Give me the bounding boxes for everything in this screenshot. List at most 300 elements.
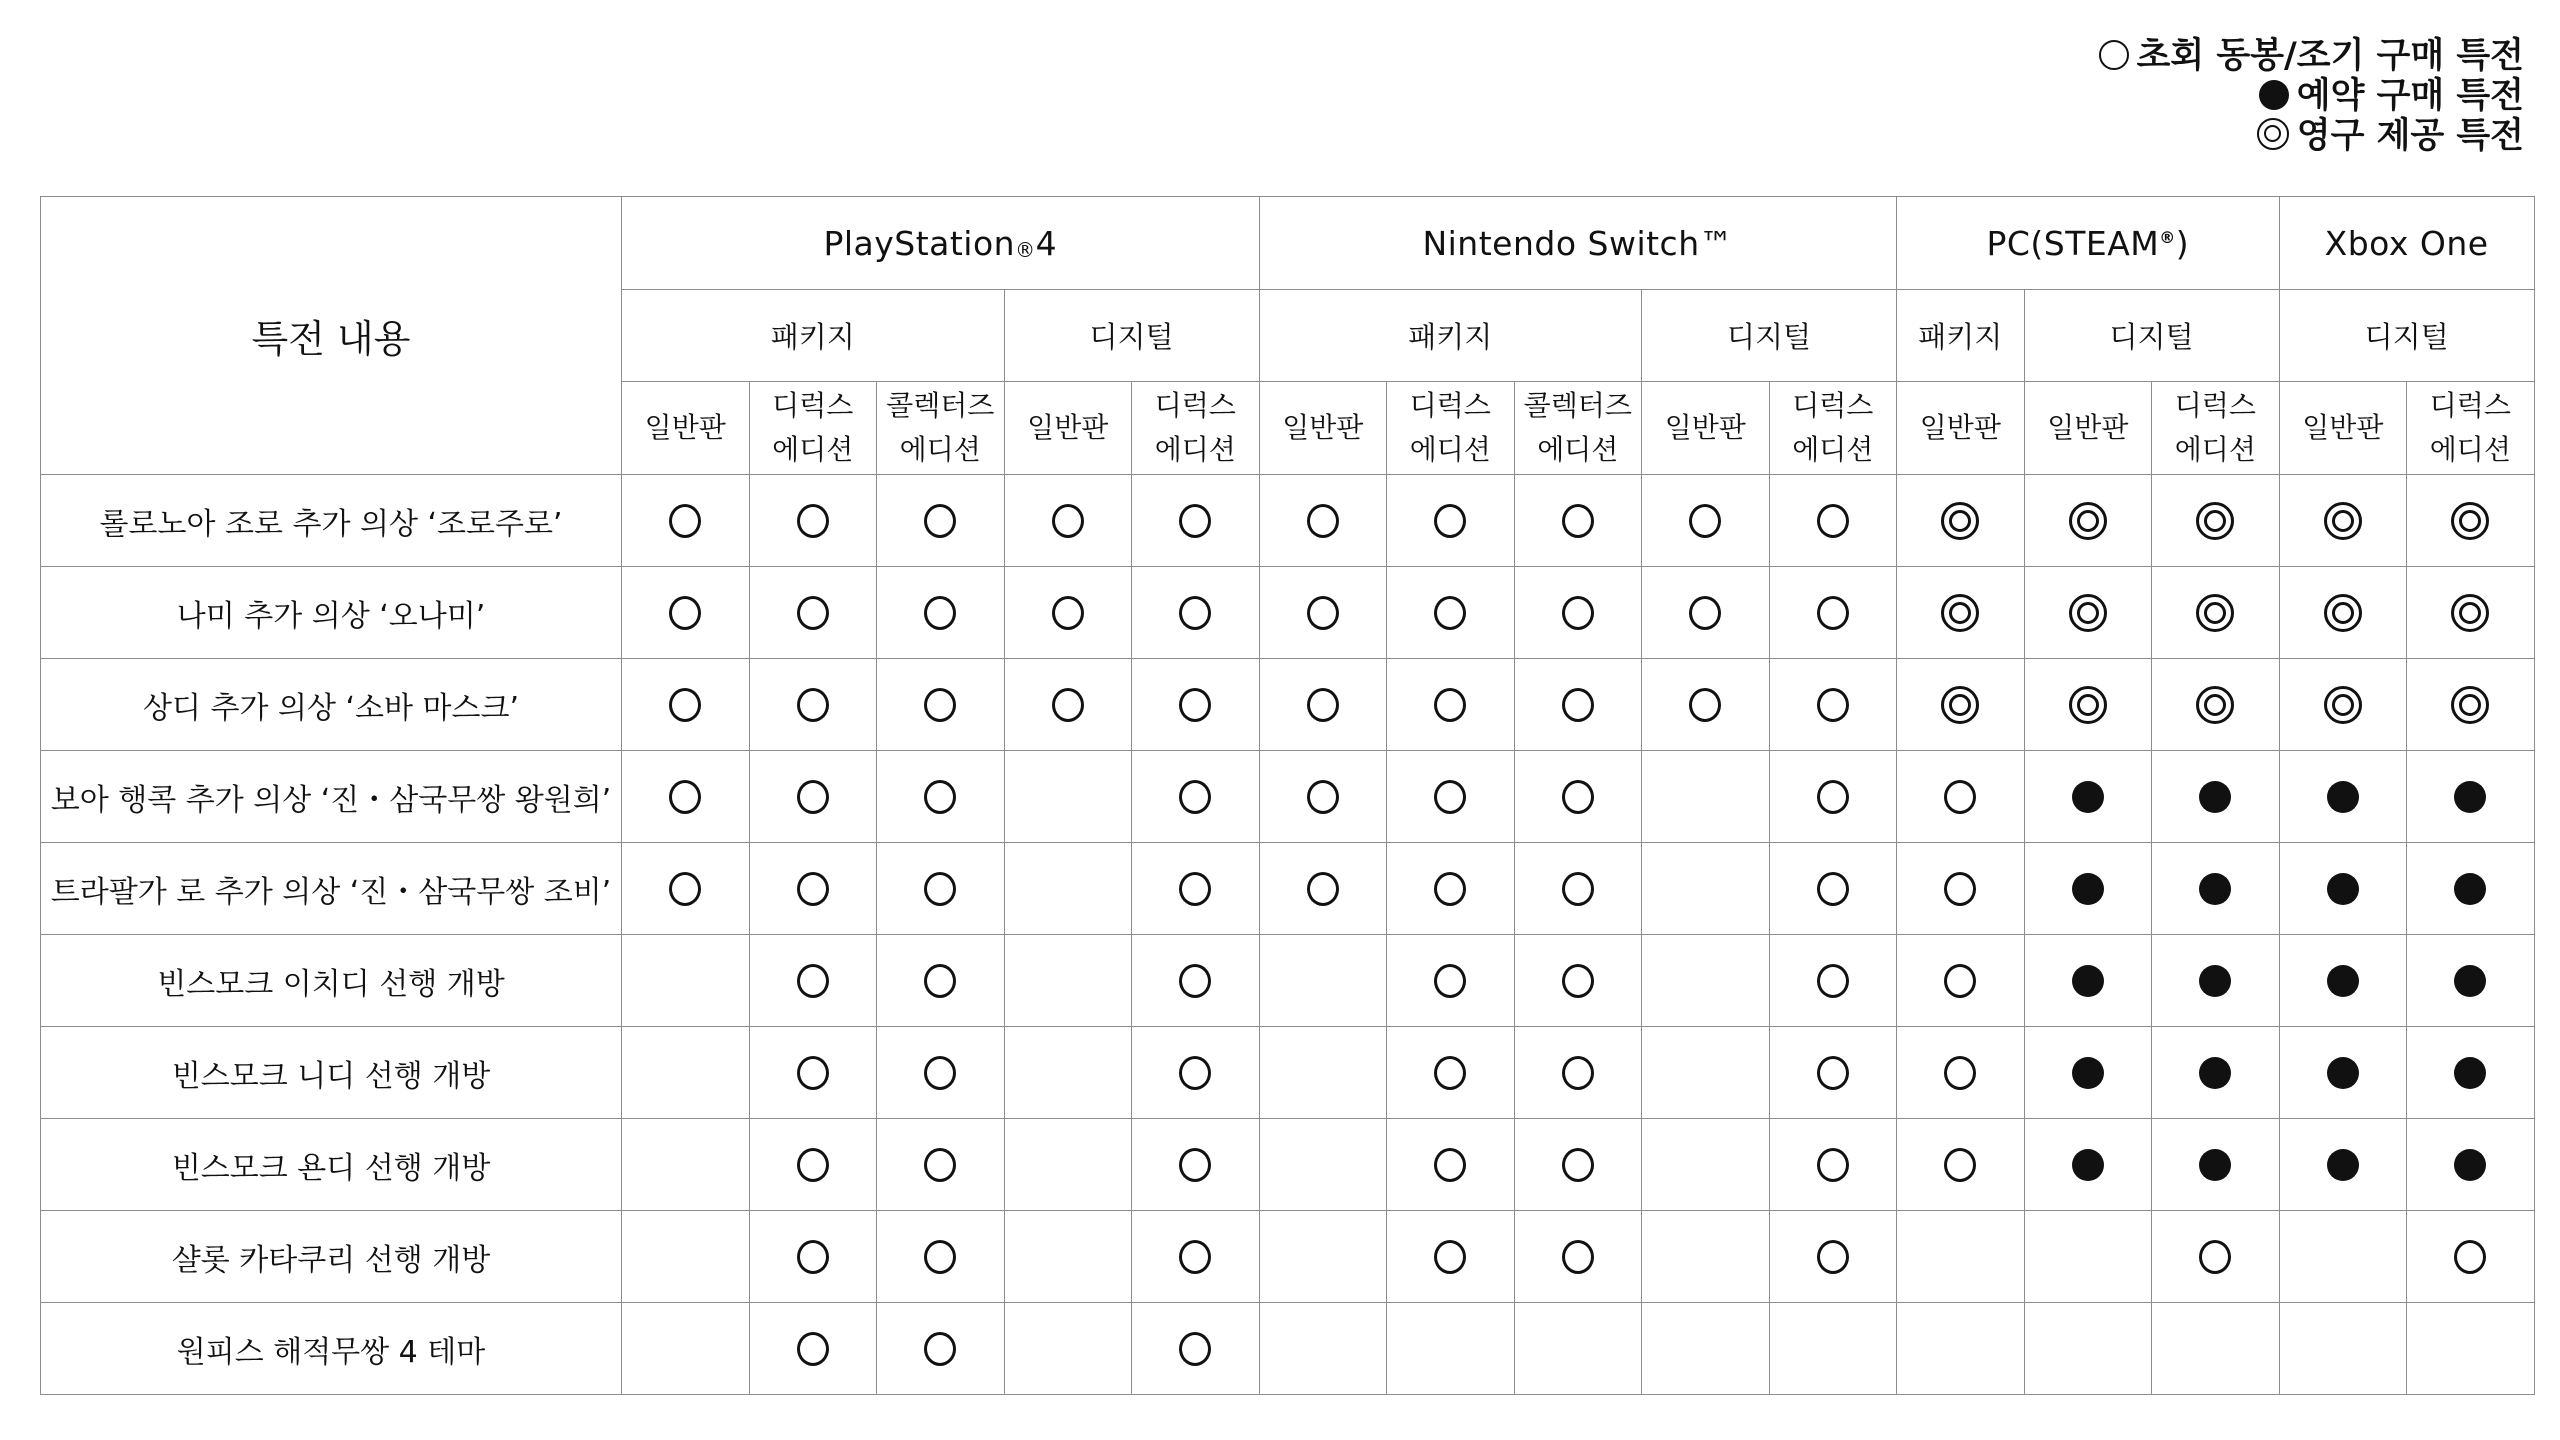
- mark-cell: [877, 1303, 1005, 1395]
- circle-outline-icon: [1562, 1056, 1594, 1090]
- mark-cell: [2279, 567, 2407, 659]
- mark-cell: [1004, 1211, 1132, 1303]
- legend-label: 영구 제공 특전: [2296, 116, 2524, 156]
- mark-cell: [2279, 935, 2407, 1027]
- circle-filled-icon: [2072, 781, 2104, 813]
- circle-outline-icon: [1944, 872, 1976, 906]
- circle-filled-icon: [2454, 781, 2486, 813]
- group-ps4-package: 패키지: [622, 290, 1005, 382]
- circle-outline-icon: [1434, 688, 1466, 722]
- circle-outline-icon: [669, 872, 701, 906]
- circle-outline-icon: [1817, 1148, 1849, 1182]
- circle-outline-icon: [1179, 964, 1211, 998]
- platform-name: PlayStation: [823, 223, 1016, 263]
- group-xbox-digital: 디지털: [2279, 290, 2534, 382]
- circle-outline-icon: [1817, 504, 1849, 538]
- registered-mark: ®: [1015, 237, 1036, 262]
- circle-filled-icon: [2072, 1057, 2104, 1089]
- circle-outline-icon: [1434, 1148, 1466, 1182]
- mark-cell: [2279, 1027, 2407, 1119]
- double-circle-icon: [2069, 686, 2107, 724]
- mark-cell: [622, 751, 750, 843]
- mark-cell: [877, 659, 1005, 751]
- mark-cell: [1004, 1303, 1132, 1395]
- mark-cell: [1769, 751, 1897, 843]
- mark-cell: [1769, 1027, 1897, 1119]
- edition-label: 에디션: [2174, 433, 2256, 466]
- mark-cell: [749, 1303, 877, 1395]
- edition-label: 일반판: [1664, 411, 1746, 444]
- circle-outline-icon: [1562, 596, 1594, 630]
- double-circle-icon: [2324, 594, 2362, 632]
- mark-cell: [2152, 475, 2280, 567]
- mark-cell: [2407, 659, 2535, 751]
- edition-header-deluxe: [1769, 382, 1897, 475]
- mark-cell: [1897, 1303, 2025, 1395]
- circle-outline-icon: [1434, 504, 1466, 538]
- circle-outline-icon: [1307, 872, 1339, 906]
- circle-outline-icon: [1817, 780, 1849, 814]
- circle-outline-icon: [1689, 504, 1721, 538]
- circle-outline-icon: [1307, 504, 1339, 538]
- circle-outline-icon: [1179, 780, 1211, 814]
- legend-item-permanent: [2099, 116, 2524, 156]
- circle-outline-icon: [1052, 596, 1084, 630]
- table-row: [41, 475, 2535, 567]
- circle-outline-icon: [1434, 872, 1466, 906]
- mark-cell: [1004, 751, 1132, 843]
- mark-cell: [2279, 475, 2407, 567]
- mark-cell: [1259, 1211, 1387, 1303]
- mark-cell: [1514, 567, 1642, 659]
- double-circle-icon: [1941, 686, 1979, 724]
- mark-cell: [749, 935, 877, 1027]
- legend: [2099, 36, 2524, 156]
- circle-outline-icon: [2454, 1240, 2486, 1274]
- circle-outline-icon: [924, 964, 956, 998]
- circle-outline-icon: [1179, 872, 1211, 906]
- mark-cell: [2407, 1303, 2535, 1395]
- double-circle-icon: [2324, 686, 2362, 724]
- table-row: [41, 751, 2535, 843]
- edition-label: 일반판: [1919, 411, 2001, 444]
- edition-label: 에디션: [1154, 433, 1236, 466]
- edition-label: 에디션: [772, 433, 854, 466]
- circle-outline-icon: [1307, 596, 1339, 630]
- mark-cell: [1132, 475, 1260, 567]
- circle-outline-icon: [1944, 780, 1976, 814]
- circle-outline-icon: [1562, 1148, 1594, 1182]
- circle-filled-icon: [2454, 965, 2486, 997]
- mark-cell: [1642, 935, 1770, 1027]
- circle-filled-icon: [2072, 1149, 2104, 1181]
- circle-outline-icon: [1434, 1240, 1466, 1274]
- mark-cell: [1769, 1303, 1897, 1395]
- mark-cell: [1642, 659, 1770, 751]
- mark-cell: [1004, 475, 1132, 567]
- mark-cell: [622, 935, 750, 1027]
- edition-label: 디럭스: [1409, 389, 1491, 422]
- circle-outline-icon: [924, 780, 956, 814]
- mark-cell: [2152, 843, 2280, 935]
- mark-cell: [2407, 1211, 2535, 1303]
- circle-outline-icon: [924, 1332, 956, 1366]
- platform-xbox-header: [2279, 197, 2534, 290]
- circle-outline-icon: [1689, 596, 1721, 630]
- circle-outline-icon: [1944, 964, 1976, 998]
- mark-cell: [1642, 751, 1770, 843]
- mark-cell: [877, 1027, 1005, 1119]
- circle-outline-icon: [924, 1148, 956, 1182]
- mark-cell: [1514, 659, 1642, 751]
- circle-outline-icon: [1817, 872, 1849, 906]
- circle-outline-icon: [1179, 1332, 1211, 1366]
- mark-cell: [1769, 1211, 1897, 1303]
- edition-label: 디럭스: [1154, 389, 1236, 422]
- edition-header-standard: [1004, 382, 1132, 475]
- platform-name: PC(STEAM: [1986, 223, 2160, 263]
- double-circle-icon: [2196, 594, 2234, 632]
- mark-cell: [749, 1027, 877, 1119]
- table-row: [41, 1303, 2535, 1395]
- edition-header-collectors: [1514, 382, 1642, 475]
- circle-outline-icon: [1817, 688, 1849, 722]
- circle-outline-icon: [924, 596, 956, 630]
- mark-cell: [2152, 935, 2280, 1027]
- circle-filled-icon: [2072, 873, 2104, 905]
- circle-outline-icon: [1562, 504, 1594, 538]
- mark-cell: [2152, 751, 2280, 843]
- mark-cell: [622, 1119, 750, 1211]
- double-circle-icon: [1941, 594, 1979, 632]
- mark-cell: [2024, 1027, 2152, 1119]
- group-ps4-digital: 디지털: [1004, 290, 1259, 382]
- mark-cell: [1769, 1119, 1897, 1211]
- circle-outline-icon: [797, 1148, 829, 1182]
- table-row: [41, 1211, 2535, 1303]
- circle-outline-icon: [1562, 780, 1594, 814]
- circle-outline-icon: [1434, 596, 1466, 630]
- mark-cell: [2024, 1119, 2152, 1211]
- table-row: [41, 567, 2535, 659]
- mark-cell: [1387, 935, 1515, 1027]
- circle-outline-icon: [1817, 964, 1849, 998]
- mark-cell: [2152, 567, 2280, 659]
- table-row: [41, 659, 2535, 751]
- double-circle-icon: [2451, 594, 2489, 632]
- mark-cell: [2407, 751, 2535, 843]
- circle-outline-icon: [1562, 964, 1594, 998]
- mark-cell: [2024, 475, 2152, 567]
- mark-cell: [622, 567, 750, 659]
- double-circle-icon: [2451, 686, 2489, 724]
- mark-cell: [1132, 659, 1260, 751]
- mark-cell: [1387, 659, 1515, 751]
- mark-cell: [749, 843, 877, 935]
- circle-outline-icon: [2099, 40, 2129, 70]
- circle-outline-icon: [669, 596, 701, 630]
- circle-outline-icon: [924, 504, 956, 538]
- circle-filled-icon: [2199, 873, 2231, 905]
- mark-cell: [1897, 935, 2025, 1027]
- double-circle-icon: [2451, 502, 2489, 540]
- bonus-label: 빈스모크 욘디 선행 개방: [41, 1119, 622, 1211]
- edition-header-deluxe: [1387, 382, 1515, 475]
- circle-outline-icon: [1052, 504, 1084, 538]
- mark-cell: [1642, 1119, 1770, 1211]
- mark-cell: [2152, 1119, 2280, 1211]
- mark-cell: [2407, 567, 2535, 659]
- circle-outline-icon: [797, 688, 829, 722]
- table-row: [41, 843, 2535, 935]
- mark-cell: [1897, 1211, 2025, 1303]
- circle-outline-icon: [797, 872, 829, 906]
- mark-cell: [1897, 1027, 2025, 1119]
- circle-outline-icon: [1179, 504, 1211, 538]
- circle-outline-icon: [1689, 688, 1721, 722]
- edition-label: 콜렉터즈: [886, 389, 995, 422]
- edition-header-standard: [1897, 382, 2025, 475]
- circle-outline-icon: [797, 1056, 829, 1090]
- mark-cell: [1897, 751, 2025, 843]
- mark-cell: [749, 751, 877, 843]
- mark-cell: [2279, 1119, 2407, 1211]
- bonus-label: 롤로노아 조로 추가 의상 ‘조로주로’: [41, 475, 622, 567]
- circle-outline-icon: [669, 780, 701, 814]
- table-row: [41, 1027, 2535, 1119]
- circle-filled-icon: [2199, 965, 2231, 997]
- mark-cell: [2024, 843, 2152, 935]
- mark-cell: [1259, 659, 1387, 751]
- mark-cell: [2407, 475, 2535, 567]
- mark-cell: [877, 843, 1005, 935]
- table-body: [41, 475, 2535, 1395]
- edition-header-collectors: [877, 382, 1005, 475]
- edition-label: 디럭스: [2174, 389, 2256, 422]
- edition-label: 일반판: [1282, 411, 1364, 444]
- mark-cell: [1132, 567, 1260, 659]
- circle-outline-icon: [1562, 688, 1594, 722]
- bonus-label: 빈스모크 니디 선행 개방: [41, 1027, 622, 1119]
- mark-cell: [1387, 1303, 1515, 1395]
- circle-outline-icon: [1817, 596, 1849, 630]
- circle-outline-icon: [924, 1240, 956, 1274]
- mark-cell: [749, 659, 877, 751]
- edition-label: 디럭스: [772, 389, 854, 422]
- registered-mark: ®: [2159, 227, 2176, 247]
- circle-outline-icon: [797, 504, 829, 538]
- mark-cell: [622, 1303, 750, 1395]
- legend-label: 초회 동봉/조기 구매 특전: [2136, 36, 2524, 76]
- mark-cell: [1769, 475, 1897, 567]
- mark-cell: [1514, 1119, 1642, 1211]
- circle-filled-icon: [2454, 1057, 2486, 1089]
- mark-cell: [1132, 1211, 1260, 1303]
- mark-cell: [1259, 751, 1387, 843]
- platform-name: Xbox One: [2324, 223, 2489, 263]
- mark-cell: [2407, 1119, 2535, 1211]
- double-circle-icon: [2324, 502, 2362, 540]
- circle-outline-icon: [1307, 688, 1339, 722]
- mark-cell: [622, 1027, 750, 1119]
- mark-cell: [2024, 1211, 2152, 1303]
- bonus-label: 원피스 해적무쌍 4 테마: [41, 1303, 622, 1395]
- circle-outline-icon: [1179, 688, 1211, 722]
- edition-header-standard: [1259, 382, 1387, 475]
- platform-ps4-header: [622, 197, 1260, 290]
- mark-cell: [1514, 475, 1642, 567]
- mark-cell: [1387, 567, 1515, 659]
- circle-outline-icon: [1179, 1148, 1211, 1182]
- mark-cell: [1259, 935, 1387, 1027]
- table-row: [41, 1119, 2535, 1211]
- group-pc-digital: 디지털: [2024, 290, 2279, 382]
- mark-cell: [1387, 1211, 1515, 1303]
- mark-cell: [622, 659, 750, 751]
- mark-cell: [1259, 843, 1387, 935]
- mark-cell: [1642, 475, 1770, 567]
- mark-cell: [877, 1119, 1005, 1211]
- mark-cell: [622, 843, 750, 935]
- circle-filled-icon: [2199, 1149, 2231, 1181]
- mark-cell: [1259, 1303, 1387, 1395]
- bonus-label: 보아 행콕 추가 의상 ‘진・삼국무쌍 왕원희’: [41, 751, 622, 843]
- mark-cell: [1897, 843, 2025, 935]
- mark-cell: [1387, 475, 1515, 567]
- mark-cell: [2279, 1211, 2407, 1303]
- mark-cell: [877, 567, 1005, 659]
- circle-outline-icon: [1434, 1056, 1466, 1090]
- legend-item-first-purchase: [2099, 36, 2524, 76]
- mark-cell: [877, 751, 1005, 843]
- mark-cell: [622, 1211, 750, 1303]
- mark-cell: [2152, 1303, 2280, 1395]
- circle-outline-icon: [1179, 1240, 1211, 1274]
- edition-label: 콜렉터즈: [1523, 389, 1632, 422]
- double-circle-icon: [2196, 686, 2234, 724]
- circle-outline-icon: [924, 872, 956, 906]
- mark-cell: [2024, 935, 2152, 1027]
- mark-cell: [1259, 1027, 1387, 1119]
- circle-outline-icon: [797, 1240, 829, 1274]
- edition-header-standard: [2279, 382, 2407, 475]
- circle-filled-icon: [2327, 1149, 2359, 1181]
- circle-outline-icon: [1562, 872, 1594, 906]
- mark-cell: [1769, 659, 1897, 751]
- mark-cell: [1642, 1211, 1770, 1303]
- platform-suffix: ): [2175, 223, 2190, 263]
- bonus-label: 나미 추가 의상 ‘오나미’: [41, 567, 622, 659]
- edition-label: 에디션: [899, 433, 981, 466]
- circle-filled-icon: [2072, 965, 2104, 997]
- circle-outline-icon: [1944, 1148, 1976, 1182]
- edition-header-deluxe: [2152, 382, 2280, 475]
- mark-cell: [877, 935, 1005, 1027]
- circle-outline-icon: [669, 688, 701, 722]
- mark-cell: [1004, 567, 1132, 659]
- mark-cell: [1897, 1119, 2025, 1211]
- mark-cell: [1387, 751, 1515, 843]
- mark-cell: [1514, 1303, 1642, 1395]
- mark-cell: [1004, 1027, 1132, 1119]
- circle-outline-icon: [1944, 1056, 1976, 1090]
- platform-switch-header: [1259, 197, 1897, 290]
- mark-cell: [1514, 935, 1642, 1027]
- circle-outline-icon: [1179, 1056, 1211, 1090]
- bonus-label: 트라팔가 로 추가 의상 ‘진・삼국무쌍 조비’: [41, 843, 622, 935]
- legend-item-preorder: [2099, 76, 2524, 116]
- circle-filled-icon: [2327, 873, 2359, 905]
- circle-outline-icon: [1434, 964, 1466, 998]
- edition-header-deluxe: [749, 382, 877, 475]
- mark-cell: [1259, 567, 1387, 659]
- circle-outline-icon: [797, 964, 829, 998]
- mark-cell: [1004, 843, 1132, 935]
- legend-label: 예약 구매 특전: [2296, 76, 2524, 116]
- mark-cell: [2407, 1027, 2535, 1119]
- mark-cell: [2024, 1303, 2152, 1395]
- edition-label: 디럭스: [2429, 389, 2511, 422]
- mark-cell: [749, 567, 877, 659]
- circle-filled-icon: [2199, 1057, 2231, 1089]
- mark-cell: [1004, 1119, 1132, 1211]
- edition-header-standard: [1642, 382, 1770, 475]
- mark-cell: [1642, 843, 1770, 935]
- mark-cell: [2279, 751, 2407, 843]
- mark-cell: [1514, 1027, 1642, 1119]
- mark-cell: [1132, 1303, 1260, 1395]
- edition-label: 일반판: [2302, 411, 2384, 444]
- double-circle-icon: [2196, 502, 2234, 540]
- bonus-label: 빈스모크 이치디 선행 개방: [41, 935, 622, 1027]
- circle-outline-icon: [1307, 780, 1339, 814]
- circle-outline-icon: [1817, 1240, 1849, 1274]
- circle-outline-icon: [1434, 780, 1466, 814]
- mark-cell: [2152, 659, 2280, 751]
- mark-cell: [1514, 751, 1642, 843]
- mark-cell: [1387, 1027, 1515, 1119]
- edition-label: 에디션: [1409, 433, 1491, 466]
- mark-cell: [2024, 659, 2152, 751]
- edition-label: 일반판: [1027, 411, 1109, 444]
- mark-cell: [1642, 567, 1770, 659]
- circle-outline-icon: [797, 780, 829, 814]
- mark-cell: [749, 1119, 877, 1211]
- mark-cell: [2279, 1303, 2407, 1395]
- mark-cell: [1004, 659, 1132, 751]
- mark-cell: [2279, 843, 2407, 935]
- circle-outline-icon: [797, 596, 829, 630]
- circle-outline-icon: [1179, 596, 1211, 630]
- mark-cell: [2407, 843, 2535, 935]
- circle-outline-icon: [1052, 688, 1084, 722]
- double-circle-icon: [2069, 502, 2107, 540]
- circle-filled-icon: [2199, 781, 2231, 813]
- bonus-table: [40, 196, 2535, 1395]
- edition-header-standard: [622, 382, 750, 475]
- mark-cell: [2407, 935, 2535, 1027]
- mark-cell: [1387, 843, 1515, 935]
- circle-outline-icon: [669, 504, 701, 538]
- edition-label: 에디션: [2429, 433, 2511, 466]
- circle-filled-icon: [2454, 1149, 2486, 1181]
- group-switch-digital: 디지털: [1642, 290, 1897, 382]
- edition-header-deluxe: [1132, 382, 1260, 475]
- double-circle-icon: [2257, 118, 2289, 150]
- circle-filled-icon: [2454, 873, 2486, 905]
- circle-filled-icon: [2327, 965, 2359, 997]
- mark-cell: [2024, 567, 2152, 659]
